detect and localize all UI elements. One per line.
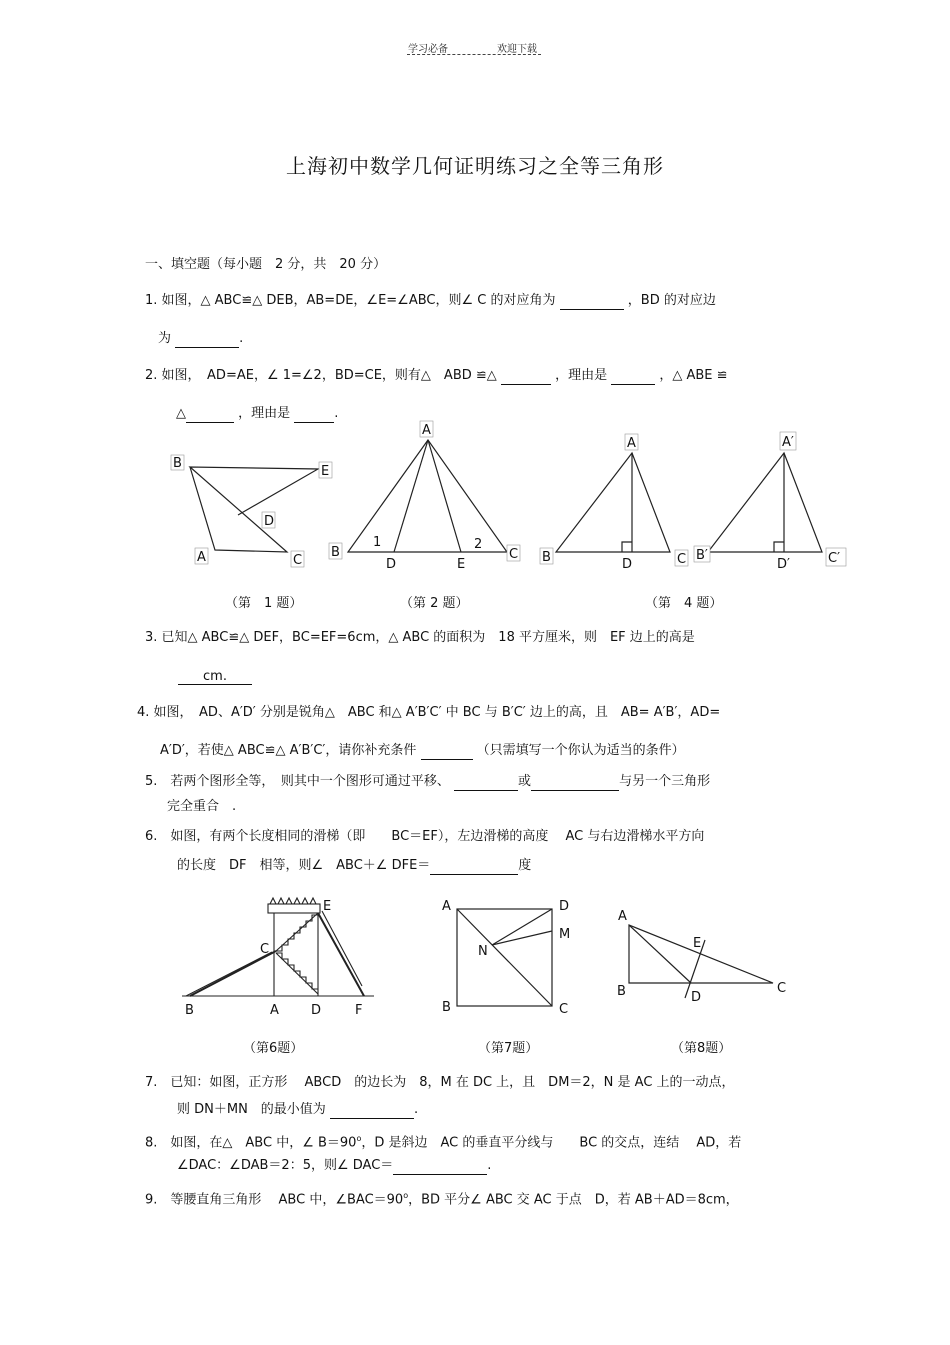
question-5-line-2: 完全重合 . (167, 799, 237, 814)
fig6-label-d: D (311, 1003, 322, 1018)
question-1-line-2: 为 . (158, 331, 244, 346)
fig4-label-b-prime: B′ (696, 548, 708, 563)
figure-7 (457, 909, 552, 1006)
answer-blank-cm[interactable]: cm. (178, 668, 252, 685)
fig8-label-a: A (618, 909, 627, 924)
fig7-label-a: A (442, 899, 451, 914)
answer-blank[interactable] (421, 743, 473, 760)
fig6-label-b: B (185, 1003, 194, 1018)
fig4-label-c: C (677, 552, 687, 567)
fig4-label-c-prime: C′ (828, 551, 841, 566)
section-heading: 一、填空题（每小题 2 分，共 20 分） (145, 257, 387, 272)
question-4-line-1: 4. 如图， AD、A′D′ 分别是锐角△ ABC 和△ A′B′C′ 中 BC 与 B′C′ 边上的高，且 AB= A′B′，AD= (137, 705, 721, 720)
figure-6 (182, 898, 374, 996)
answer-blank[interactable] (330, 1102, 414, 1119)
fig8-label-c: C (777, 981, 787, 996)
answer-blank[interactable] (531, 774, 619, 791)
figure-1 (190, 467, 318, 552)
question-3-line-2 (178, 667, 252, 685)
answer-blank[interactable] (393, 1158, 487, 1175)
fig2-label-b: B (331, 545, 340, 560)
answer-blank[interactable] (454, 774, 518, 791)
answer-blank[interactable] (175, 331, 239, 348)
figure-row-2 (0, 890, 950, 1025)
fig8-label-d: D (691, 990, 702, 1005)
question-1-line-1: 1. 如图，△ ABC≌△ DEB，AB=DE，∠E=∠ABC，则∠ C 的对应角为 ，BD 的对应边 (145, 293, 716, 308)
header-divider (407, 54, 541, 55)
question-7-line-2: 则 DN＋MN 的最小值为 . (177, 1102, 419, 1117)
fig1-label-d: D (264, 514, 275, 529)
question-7-line-1: 7. 已知：如图，正方形 ABCD 的边长为 8，M 在 DC 上，且 DM＝2，N 是 AC 上的一动点， (145, 1075, 735, 1090)
fig2-label-1: 1 (373, 535, 382, 550)
fig4-label-b: B (542, 550, 551, 565)
fig7-label-m: M (559, 927, 571, 942)
question-5-line-1: 5. 若两个图形全等， 则其中一个图形可通过平移、 或 与另一个三角形 (145, 774, 711, 789)
fig6-label-e: E (323, 899, 332, 914)
question-8-line-2: ∠DAC：∠DAB＝2：5，则∠ DAC＝ . (177, 1158, 492, 1173)
fig6-label-a: A (270, 1003, 279, 1018)
question-6-line-1: 6. 如图，有两个长度相同的滑梯（即 BC＝EF），左边滑梯的高度 AC 与右边滑梯水平方向 (145, 829, 705, 844)
fig6-label-c: C (260, 942, 270, 957)
caption-fig-7: （第7题） (478, 1041, 539, 1056)
fig8-label-b: B (617, 984, 626, 999)
fig4-label-d-prime: D′ (777, 557, 790, 572)
caption-fig-1: （第 1 题） (225, 596, 303, 611)
fig1-label-b: B (173, 456, 182, 471)
fig2-label-e: E (457, 557, 466, 572)
answer-blank[interactable] (501, 368, 551, 385)
fig2-label-a: A (422, 423, 431, 438)
figure-1-lines (190, 467, 318, 552)
fig7-label-b: B (442, 1000, 451, 1015)
fig1-label-e: E (321, 464, 330, 479)
fig1-label-c: C (293, 553, 303, 568)
question-8-line-1: 8. 如图，在△ ABC 中，∠ $B=90^o$，D 是斜边 AC 的垂直平分线与 BC 的交点，连结 AD，若 (145, 1134, 742, 1151)
figure-4-left (556, 453, 670, 552)
caption-fig-6: （第6题） (243, 1041, 304, 1056)
fig7-label-c: C (559, 1002, 569, 1017)
question-2-line-2: △ ，理由是 . (176, 406, 339, 421)
fig8-label-e: E (693, 936, 702, 951)
fig4-label-a-prime: A′ (782, 435, 794, 450)
question-2-line-1: 2. 如图， AD=AE，∠ 1=∠2，BD=CE，则有△ ABD ≌△ ，理由是 ，△ ABE ≌ (145, 368, 728, 383)
fig4-label-d: D (622, 557, 633, 572)
figure-2 (348, 440, 507, 552)
fig2-label-c: C (509, 547, 519, 562)
question-3-line-1: 3. 已知△ ABC≌△ DEF，BC=EF=6cm，△ ABC 的面积为 18 平方厘米，则 EF 边上的高是 (145, 630, 695, 645)
fig7-label-n: N (478, 944, 488, 959)
header-left: 学习必备 (408, 44, 448, 55)
header-right: 欢迎下载 (497, 44, 537, 55)
question-9-line-1: 9. 等腰直角三角形 ABC 中，$\angle BAC=90^o$，BD 平分∠ ABC 交 AC 于点 D，若 AB＋AD＝8cm， (145, 1191, 739, 1208)
figure-row-1 (0, 415, 950, 590)
question-4-line-2: A′D′，若使△ ABC≌△ A′B′C′，请你补充条件 （只需填写一个你认为适当的条件） (160, 743, 685, 758)
fig6-label-f: F (355, 1003, 363, 1018)
caption-fig-2: （第 2 题） (400, 596, 469, 611)
figure-4-right (708, 453, 822, 552)
page-title: 上海初中数学几何证明练习之全等三角形 (286, 154, 664, 178)
caption-fig-4: （第 4 题） (645, 596, 723, 611)
answer-blank[interactable] (430, 858, 518, 875)
fig1-label-a: A (197, 550, 206, 565)
answer-blank[interactable] (611, 368, 655, 385)
fig2-label-d: D (386, 557, 397, 572)
question-6-line-2: 的长度 DF 相等，则∠ ABC＋∠ DFE＝ 度 (177, 858, 532, 873)
answer-blank[interactable] (560, 293, 624, 310)
fig2-label-2: 2 (474, 537, 483, 552)
fig7-label-d: D (559, 899, 570, 914)
caption-fig-8: （第8题） (671, 1041, 732, 1056)
fig4-label-a: A (627, 436, 636, 451)
